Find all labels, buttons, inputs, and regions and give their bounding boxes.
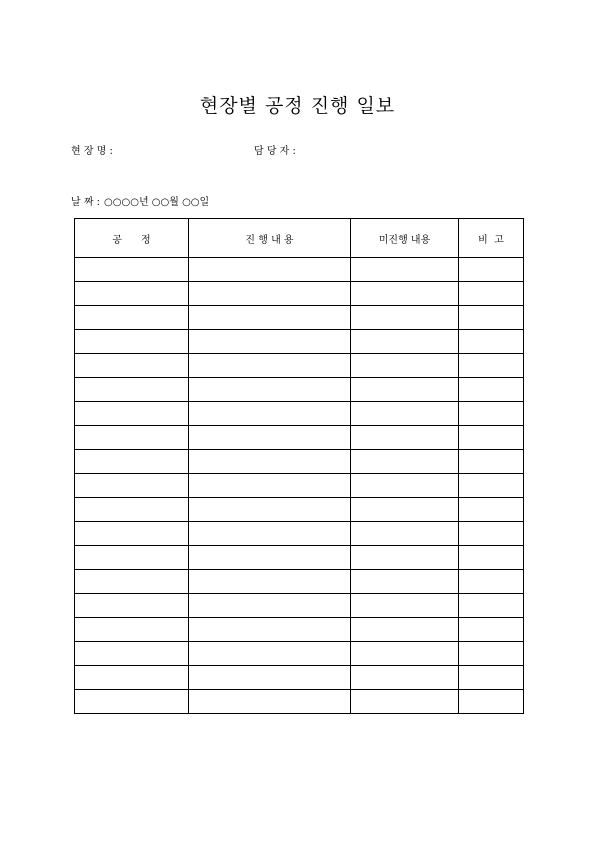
cell-progress-content[interactable] bbox=[189, 618, 351, 642]
cell-pending-content[interactable] bbox=[351, 618, 459, 642]
table-row bbox=[75, 642, 524, 666]
cell-progress-content[interactable] bbox=[189, 282, 351, 306]
cell-progress-content[interactable] bbox=[189, 666, 351, 690]
cell-pending-content[interactable] bbox=[351, 594, 459, 618]
table-row bbox=[75, 690, 524, 714]
table-row bbox=[75, 474, 524, 498]
cell-remarks[interactable] bbox=[459, 642, 524, 666]
table-row bbox=[75, 522, 524, 546]
table-row bbox=[75, 258, 524, 282]
cell-process[interactable] bbox=[75, 666, 189, 690]
cell-remarks[interactable] bbox=[459, 378, 524, 402]
cell-progress-content[interactable] bbox=[189, 474, 351, 498]
table-row bbox=[75, 306, 524, 330]
cell-pending-content[interactable] bbox=[351, 498, 459, 522]
cell-remarks[interactable] bbox=[459, 522, 524, 546]
cell-remarks[interactable] bbox=[459, 690, 524, 714]
table-row bbox=[75, 354, 524, 378]
cell-process[interactable] bbox=[75, 258, 189, 282]
cell-pending-content[interactable] bbox=[351, 690, 459, 714]
table-row bbox=[75, 666, 524, 690]
manager-label: 담 당 자 : bbox=[254, 146, 296, 157]
cell-pending-content[interactable] bbox=[351, 330, 459, 354]
site-name-field bbox=[71, 145, 117, 159]
cell-pending-content[interactable] bbox=[351, 426, 459, 450]
cell-process[interactable] bbox=[75, 594, 189, 618]
cell-progress-content[interactable] bbox=[189, 354, 351, 378]
cell-progress-content[interactable] bbox=[189, 330, 351, 354]
header-pending-content: 미진행 내용 bbox=[351, 219, 459, 258]
cell-pending-content[interactable] bbox=[351, 378, 459, 402]
cell-progress-content[interactable] bbox=[189, 378, 351, 402]
header-process: 공 정 bbox=[75, 219, 189, 258]
cell-remarks[interactable] bbox=[459, 426, 524, 450]
table-row bbox=[75, 330, 524, 354]
date-value[interactable]: ○○○○년 ○○월 ○○일 bbox=[104, 197, 210, 208]
cell-progress-content[interactable] bbox=[189, 306, 351, 330]
cell-pending-content[interactable] bbox=[351, 666, 459, 690]
table-body bbox=[75, 258, 524, 714]
cell-progress-content[interactable] bbox=[189, 570, 351, 594]
cell-remarks[interactable] bbox=[459, 306, 524, 330]
table-row bbox=[75, 594, 524, 618]
cell-process[interactable] bbox=[75, 402, 189, 426]
cell-process[interactable] bbox=[75, 498, 189, 522]
header-progress-content: 진 행 내 용 bbox=[189, 219, 351, 258]
cell-remarks[interactable] bbox=[459, 666, 524, 690]
cell-process[interactable] bbox=[75, 642, 189, 666]
cell-process[interactable] bbox=[75, 474, 189, 498]
cell-remarks[interactable] bbox=[459, 498, 524, 522]
cell-process[interactable] bbox=[75, 450, 189, 474]
table-row bbox=[75, 450, 524, 474]
cell-progress-content[interactable] bbox=[189, 402, 351, 426]
cell-progress-content[interactable] bbox=[189, 426, 351, 450]
cell-process[interactable] bbox=[75, 282, 189, 306]
cell-remarks[interactable] bbox=[459, 330, 524, 354]
table-row bbox=[75, 378, 524, 402]
cell-process[interactable] bbox=[75, 618, 189, 642]
cell-progress-content[interactable] bbox=[189, 690, 351, 714]
table-row bbox=[75, 402, 524, 426]
cell-process[interactable] bbox=[75, 426, 189, 450]
cell-pending-content[interactable] bbox=[351, 546, 459, 570]
cell-pending-content[interactable] bbox=[351, 474, 459, 498]
cell-process[interactable] bbox=[75, 330, 189, 354]
cell-remarks[interactable] bbox=[459, 618, 524, 642]
cell-remarks[interactable] bbox=[459, 258, 524, 282]
site-name-label: 현 장 명 : bbox=[71, 146, 113, 157]
table-header-row bbox=[75, 219, 524, 258]
cell-progress-content[interactable] bbox=[189, 546, 351, 570]
header-remarks: 비 고 bbox=[459, 219, 524, 258]
progress-table bbox=[74, 218, 524, 714]
page-title: 현장별 공정 진행 일보 bbox=[199, 95, 396, 117]
table-row bbox=[75, 426, 524, 450]
cell-pending-content[interactable] bbox=[351, 306, 459, 330]
cell-pending-content[interactable] bbox=[351, 354, 459, 378]
cell-remarks[interactable] bbox=[459, 570, 524, 594]
cell-remarks[interactable] bbox=[459, 546, 524, 570]
cell-process[interactable] bbox=[75, 378, 189, 402]
cell-remarks[interactable] bbox=[459, 594, 524, 618]
cell-remarks[interactable] bbox=[459, 402, 524, 426]
cell-process[interactable] bbox=[75, 570, 189, 594]
cell-remarks[interactable] bbox=[459, 450, 524, 474]
cell-pending-content[interactable] bbox=[351, 258, 459, 282]
cell-progress-content[interactable] bbox=[189, 594, 351, 618]
cell-process[interactable] bbox=[75, 306, 189, 330]
cell-progress-content[interactable] bbox=[189, 522, 351, 546]
cell-progress-content[interactable] bbox=[189, 642, 351, 666]
cell-progress-content[interactable] bbox=[189, 450, 351, 474]
cell-pending-content[interactable] bbox=[351, 570, 459, 594]
manager-field bbox=[254, 145, 300, 159]
cell-progress-content[interactable] bbox=[189, 498, 351, 522]
cell-progress-content[interactable] bbox=[189, 258, 351, 282]
cell-pending-content[interactable] bbox=[351, 402, 459, 426]
cell-pending-content[interactable] bbox=[351, 450, 459, 474]
cell-remarks[interactable] bbox=[459, 282, 524, 306]
table-row bbox=[75, 546, 524, 570]
cell-pending-content[interactable] bbox=[351, 642, 459, 666]
cell-process[interactable] bbox=[75, 354, 189, 378]
date-label: 날 짜 : bbox=[71, 197, 101, 208]
cell-process[interactable] bbox=[75, 546, 189, 570]
cell-pending-content[interactable] bbox=[351, 522, 459, 546]
table-row bbox=[75, 282, 524, 306]
cell-remarks[interactable] bbox=[459, 354, 524, 378]
table-row bbox=[75, 498, 524, 522]
table-row bbox=[75, 618, 524, 642]
table-row bbox=[75, 570, 524, 594]
cell-process[interactable] bbox=[75, 522, 189, 546]
cell-pending-content[interactable] bbox=[351, 282, 459, 306]
date-field bbox=[71, 196, 209, 210]
cell-process[interactable] bbox=[75, 690, 189, 714]
cell-remarks[interactable] bbox=[459, 474, 524, 498]
